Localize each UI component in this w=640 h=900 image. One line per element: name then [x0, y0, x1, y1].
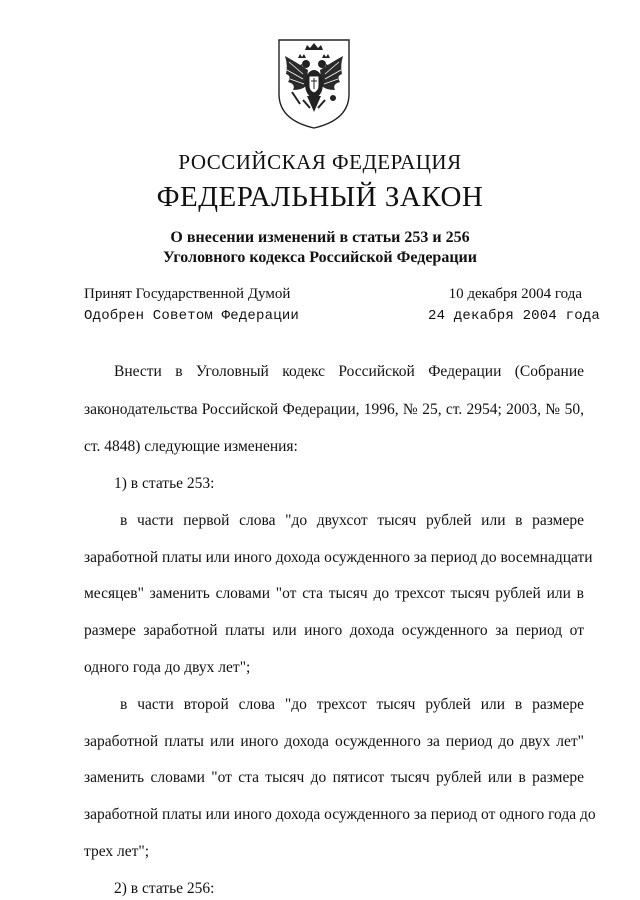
- body-line: заработной платы или иного дохода осужденного за период до двух лет": [84, 733, 584, 750]
- duma-adoption-label: Принят Государственной Думой: [84, 286, 291, 302]
- coat-of-arms-icon: [276, 34, 352, 130]
- body-line: одного года до двух лет";: [84, 659, 251, 676]
- body-line: 2) в статье 256:: [114, 880, 215, 897]
- body-line: 1) в статье 253:: [114, 475, 215, 492]
- body-line: месяцев" заменить словами "от ста тысяч до трехсот тысяч рублей или в: [84, 585, 584, 602]
- body-line: размере заработной платы или иного дохода осужденного за период от: [84, 622, 584, 639]
- body-line: законодательства Российской Федерации, 1996, № 25, ст. 2954; 2003, № 50,: [84, 401, 584, 418]
- law-subject-line-2: Уголовного кодекса Российской Федерации: [163, 249, 477, 266]
- body-line: Внести в Уголовный кодекс Российской Федерации (Собрание: [114, 363, 584, 380]
- body-line: в части первой слова "до двухсот тысяч рублей или в размере: [120, 512, 584, 529]
- duma-adoption-date: 10 декабря 2004 года: [448, 286, 582, 302]
- body-line: заработной платы или иного дохода осужденного за период до восемнадцати: [84, 549, 593, 566]
- body-line: ст. 4848) следующие изменения:: [84, 438, 298, 455]
- body-line: заменить словами "от ста тысяч до пятисот тысяч рублей или в размере: [84, 769, 584, 786]
- country-title: РОССИЙСКАЯ ФЕДЕРАЦИЯ: [178, 150, 462, 174]
- law-subject: [0, 228, 640, 268]
- council-approval-label: Одобрен Советом Федерации: [84, 308, 300, 324]
- law-type-title: ФЕДЕРАЛЬНЫЙ ЗАКОН: [156, 181, 484, 213]
- body-line: трех лет";: [84, 843, 150, 860]
- body-line: в части второй слова "до трехсот тысяч рублей или в размере: [120, 696, 584, 713]
- council-approval-date: 24 декабря 2004 года: [427, 308, 600, 324]
- body-line: заработной платы или иного дохода осужденного за период от одного года до: [84, 806, 596, 823]
- law-subject-line-1: О внесении изменений в статьи 253 и 256: [170, 229, 470, 246]
